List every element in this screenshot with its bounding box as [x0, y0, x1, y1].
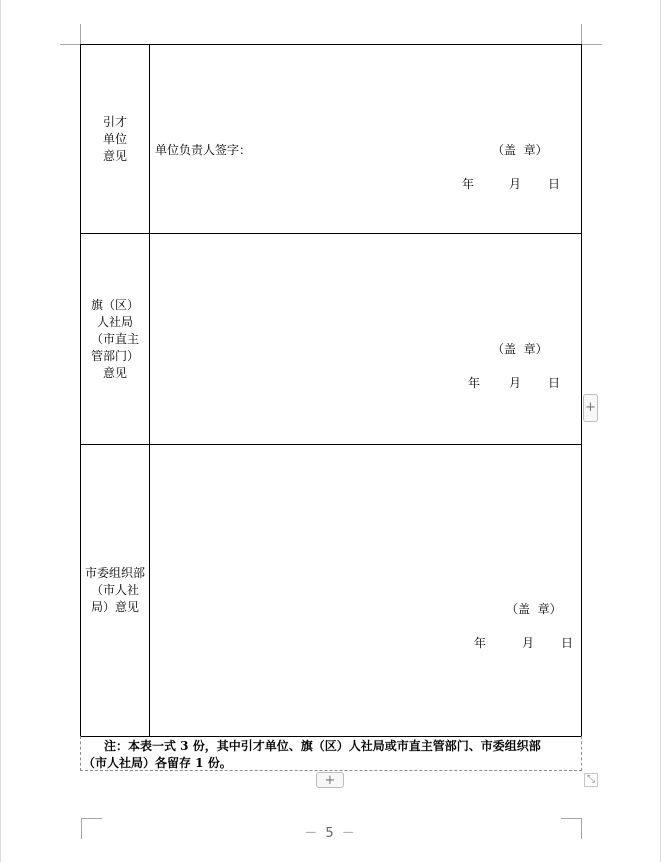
organization-opinion-field[interactable] — [150, 445, 582, 737]
unit-opinion-field[interactable] — [150, 45, 582, 234]
label-line: 管部门） — [90, 348, 139, 363]
label-line: 单位 — [102, 131, 127, 146]
label-line: 旗（区） — [90, 297, 139, 312]
date-month: 月 — [509, 376, 522, 390]
date-year: 年 — [468, 376, 481, 390]
add-column-button[interactable]: + — [583, 394, 598, 422]
date-year: 年 — [462, 177, 475, 191]
date-day: 日 — [561, 636, 574, 650]
note-line-2: （市人社局）各留存 1 份。 — [83, 756, 232, 770]
date-month: 月 — [522, 636, 535, 650]
form-row-bureau-opinion — [81, 234, 582, 445]
row-label-organization-opinion — [81, 445, 150, 737]
table-note — [80, 736, 582, 771]
crop-mark-top-right — [581, 24, 602, 45]
seal-label: （盖 章） — [506, 602, 562, 616]
form-row-unit-opinion — [81, 45, 582, 234]
date-day: 日 — [548, 177, 561, 191]
approval-form-table — [80, 44, 582, 737]
date-year: 年 — [474, 636, 487, 650]
row-label-unit-opinion — [81, 45, 150, 234]
label-line: 意见 — [102, 365, 127, 380]
seal-label: （盖 章） — [492, 143, 548, 157]
label-line: （市人社 — [90, 583, 139, 597]
date-day: 日 — [548, 376, 561, 390]
label-line: 引才 — [102, 114, 127, 129]
table-resize-handle[interactable]: ⤡ — [584, 773, 598, 787]
label-line: （市直主 — [90, 331, 139, 346]
page-number: － 5 － — [304, 826, 357, 841]
label-line: 意见 — [102, 148, 127, 163]
add-row-button[interactable]: + — [316, 772, 344, 788]
label-line: 人社局 — [96, 314, 133, 329]
page-left-edge — [0, 0, 1, 862]
bureau-opinion-field[interactable] — [150, 234, 582, 445]
signature-label: 单位负责人签字： — [155, 143, 252, 157]
note-line-1: 注：本表一式 3 份，其中引才单位、旗（区）人社局或市直主管部门、市委组织部 — [104, 739, 541, 753]
label-line: 局）意见 — [90, 600, 139, 614]
seal-label: （盖 章） — [492, 342, 548, 356]
date-month: 月 — [509, 177, 522, 191]
crop-mark-top-left — [60, 24, 81, 45]
label-line: 市委组织部 — [84, 566, 145, 580]
form-row-organization-opinion — [81, 445, 582, 737]
row-label-bureau-opinion — [81, 234, 150, 445]
